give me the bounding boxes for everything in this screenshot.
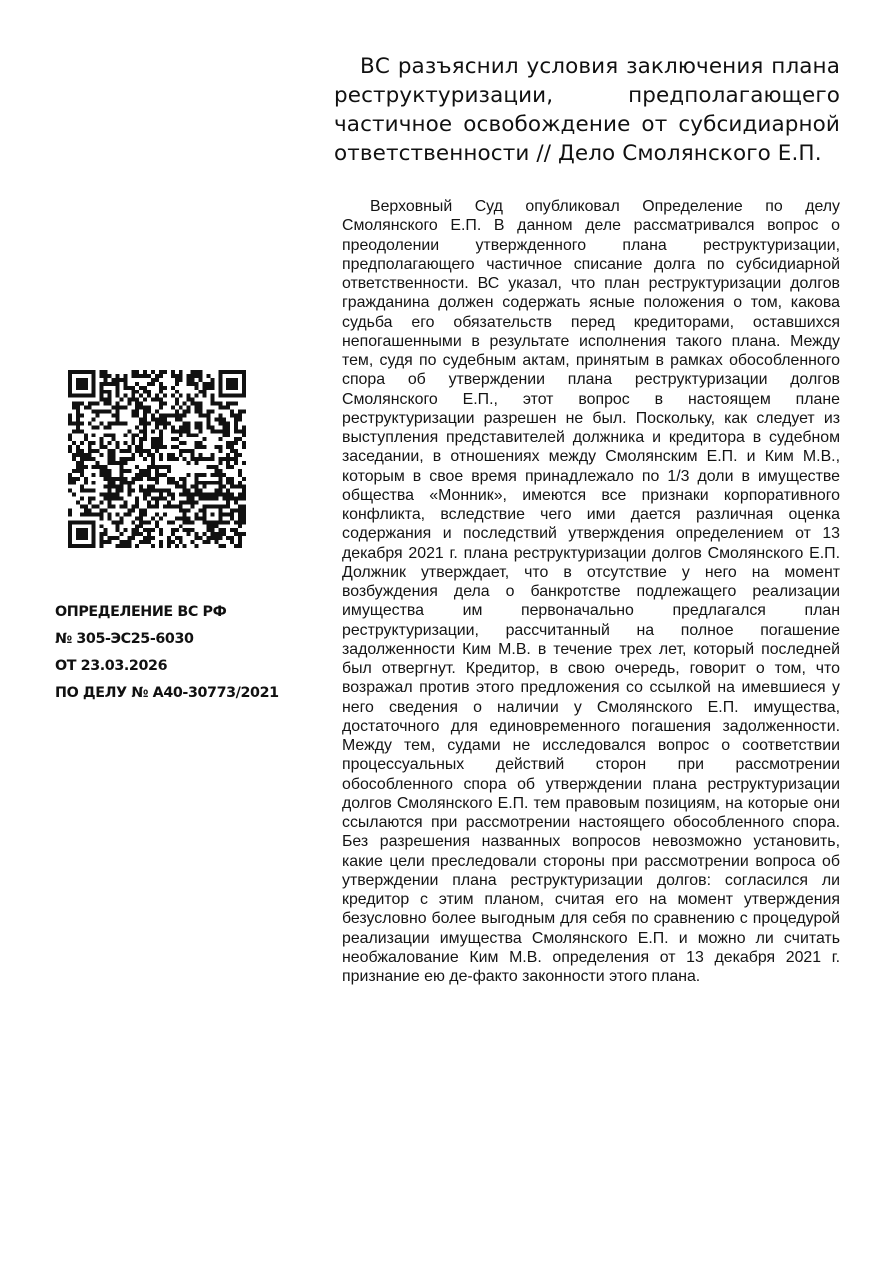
case-file-number: ПО ДЕЛУ № А40-30773/2021 (55, 685, 279, 701)
qr-code-icon (68, 370, 246, 548)
case-reference (55, 599, 325, 707)
article-title: ВС разъяснил условия заключения плана реструктуризации, предполагающего частичное освобождение от субсидиарной ответственности // Дело Смолянского Е.П. (334, 54, 840, 166)
case-decision-date: ОТ 23.03.2026 (55, 658, 168, 674)
qr-code-modules (68, 370, 246, 548)
case-decision-type: ОПРЕДЕЛЕНИЕ ВС РФ (55, 604, 227, 620)
qr-code[interactable] (68, 370, 246, 548)
article-body: Верховный Суд опубликовал Определение по делу Смолянского Е.П. В данном деле рассматривался вопрос о преодолении утвержденного плана реструктуризации, предполагающего частичное списание долга по субсидиарной ответственности. ВС указал, что план реструктуризации долгов гражданина должен содержать ясные положения о том, какова судьба его обязательств перед кредиторами, оставшихся непогашенными в результате исполнения такого плана. Между тем, судя по судебным актам, принятым в рамках обособленного спора об утверждении плана реструктуризации долгов Смолянского Е.П., этот вопрос в настоящем плане реструктуризации разрешен не был. Поскольку, как следует из выступления представителей должника и кредитора в судебном заседании, в отношениях между Смолянским Е.П. и Ким М.В., которым в свое время принадлежало по 1/3 доли в имуществе общества «Монник», имеются все признаки корпоративного конфликта, вследствие чего ими дается различная оценка содержания и последствий утверждения определением от 13 декабря 2021 г. плана реструктуризации долгов Смолянского Е.П. Должник утверждает, что в отсутствие у него на момент возбуждения дела о банкротстве подлежащего реализации имущества им первоначально предлагался план реструктуризации, рассчитанный на полное погашение задолженности Ким М.В. в течение трех лет, который последней был отвергнут. Кредитор, в свою очередь, говорит о том, что возражал против этого предложения со ссылкой на имевшиеся у него сведения о наличии у Смолянского Е.П. имущества, достаточного для единовременного погашения задолженности. Между тем, судами не исследовался вопрос о соответствии процессуальных действий сторон при рассмотрении обособленного спора об утверждении плана реструктуризации долгов Смолянского Е.П. тем правовым позициям, на которые они ссылаются при рассмотрении настоящего обособленного спора. Без разрешения названных вопросов невозможно установить, какие цели преследовали стороны при рассмотрении вопроса об утверждении плана реструктуризации долгов: согласился ли кредитор с этим планом, считая его на момент утверждения безусловно более выгодным для себя по сравнению с процедурой реализации имущества Смолянского Е.П. и можно ли считать необжалование Ким М.В. определения от 13 декабря 2021 г. признание ею де-факто законности этого плана. (342, 198, 840, 985)
case-decision-number: № 305-ЭС25-6030 (55, 631, 194, 647)
